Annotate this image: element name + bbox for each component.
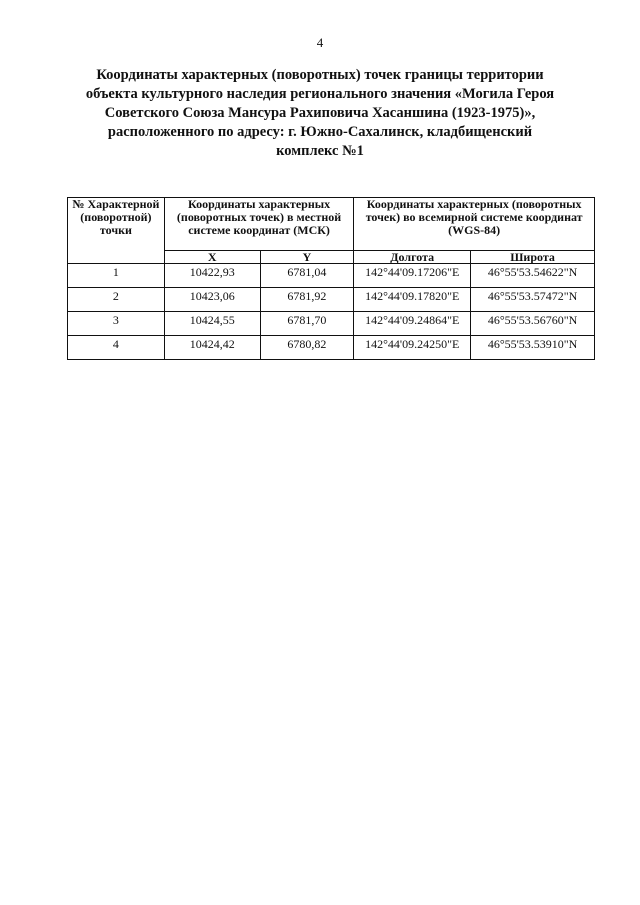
x-value: 10424,42	[164, 336, 260, 360]
page-number: 4	[316, 35, 324, 50]
y-value: 6781,70	[260, 312, 354, 336]
title-line: расположенного по адресу: г. Южно-Сахалинск, кладбищенский	[107, 124, 533, 140]
table-row	[68, 288, 595, 312]
longitude-value: 142°44'09.17206"E	[354, 264, 471, 288]
y-value: 6781,92	[260, 288, 354, 312]
document-title	[80, 66, 560, 161]
y-value: 6780,82	[260, 336, 354, 360]
latitude-value: 46°55'53.53910"N	[471, 336, 595, 360]
point-number: 4	[68, 336, 165, 360]
header-x: X	[164, 251, 260, 264]
longitude-value: 142°44'09.24250"E	[354, 336, 471, 360]
table-row	[68, 312, 595, 336]
table-row	[68, 336, 595, 360]
title-line: объекта культурного наследия регионального значения «Могила Героя	[85, 86, 555, 102]
latitude-value: 46°55'53.54622"N	[471, 264, 595, 288]
header-longitude: Долгота	[354, 251, 471, 264]
point-number: 3	[68, 312, 165, 336]
latitude-value: 46°55'53.57472"N	[471, 288, 595, 312]
title-line: комплекс №1	[276, 143, 364, 159]
point-number: 1	[68, 264, 165, 288]
longitude-value: 142°44'09.17820"E	[354, 288, 471, 312]
coordinates-table	[67, 197, 595, 360]
title-line: Советского Союза Мансура Рахиповича Хасаншина (1923-1975)»,	[104, 105, 536, 121]
x-value: 10422,93	[164, 264, 260, 288]
latitude-value: 46°55'53.56760"N	[471, 312, 595, 336]
header-y: Y	[260, 251, 354, 264]
x-value: 10423,06	[164, 288, 260, 312]
x-value: 10424,55	[164, 312, 260, 336]
header-latitude: Широта	[471, 251, 595, 264]
y-value: 6781,04	[260, 264, 354, 288]
header-wgs84-coordinates: Координаты характерных (поворотных точек) во всемирной системе координат (WGS-84)	[354, 198, 595, 251]
header-point-number: № Характерной (поворотной) точки	[68, 198, 165, 264]
table-row	[68, 264, 595, 288]
longitude-value: 142°44'09.24864"E	[354, 312, 471, 336]
point-number: 2	[68, 288, 165, 312]
title-line: Координаты характерных (поворотных) точек границы территории	[96, 67, 544, 83]
header-local-coordinates: Координаты характерных (поворотных точек) в местной системе координат (МСК)	[164, 198, 353, 251]
